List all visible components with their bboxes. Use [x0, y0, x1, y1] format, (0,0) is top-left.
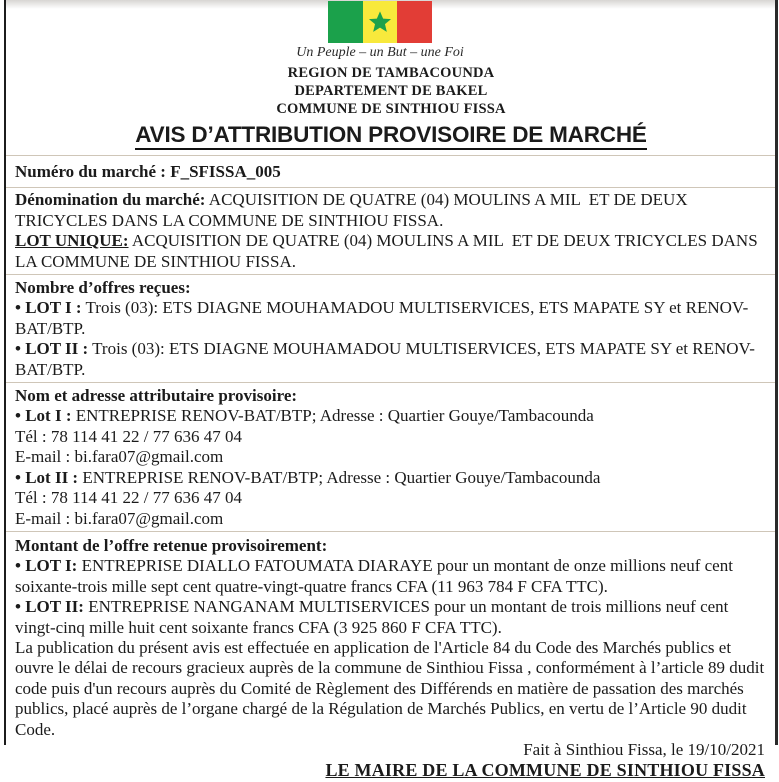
senegal-flag [328, 1, 432, 43]
attributaire-lot2-email: E-mail : bi.fara07@gmail.com [15, 508, 224, 528]
lot-unique-paragraph [15, 231, 767, 272]
section-attributaire [6, 383, 775, 532]
document-page [4, 0, 778, 781]
montant-lot2-text: ENTREPRISE NANGANAM MULTISERVICES pour un montant de trois millions neuf cent vingt-cinq mille huit cent soixante francs CFA (3 925 860 F CFA TTC). [15, 597, 733, 637]
national-motto: Un Peuple – un But – une Foi [296, 45, 464, 60]
offres-lot2 [15, 339, 767, 380]
denomination-label: Dénomination du marché: [15, 190, 206, 210]
attributaire-lot1 [15, 406, 767, 426]
montant-lot1-label: • LOT I: [15, 556, 78, 576]
section-denomination [6, 188, 775, 275]
offres-heading: Nombre d’offres reçues: [15, 278, 191, 298]
montant-lot1-text: ENTREPRISE DIALLO FATOUMATA DIARAYE pour un montant de onze millions neuf cent soixante-trois mille sept cent quatre-vingt-quatre francs CFA (11 963 784 F CFA TTC). [15, 556, 738, 596]
offres-lot1 [15, 298, 767, 339]
attributaire-lot2-tel: Tél : 78 114 41 22 / 77 636 47 04 [15, 488, 242, 508]
page-title: AVIS D’ATTRIBUTION PROVISOIRE DE MARCHÉ [135, 123, 646, 150]
montant-lot2 [15, 597, 767, 638]
attributaire-lot1-email: E-mail : bi.fara07@gmail.com [15, 447, 224, 467]
denomination-paragraph [15, 190, 767, 231]
montant-heading: Montant de l’offre retenue provisoirement: [15, 535, 328, 555]
lot-unique-text: ACQUISITION DE QUATRE (04) MOULINS A MIL ET DE DEUX TRICYCLES DANS LA COMMUNE DE SINTHIOU FISSA. [15, 231, 762, 271]
signer-line: LE MAIRE DE LA COMMUNE DE SINTHIOU FISSA [325, 760, 765, 781]
attributaire-lot2 [15, 468, 767, 488]
section-numero [6, 156, 775, 188]
market-number: Numéro du marché : F_SFISSA_005 [15, 162, 281, 181]
region-line: REGION DE TAMBACOUNDA [287, 65, 495, 81]
offres-lot1-text: Trois (03): ETS DIAGNE MOUHAMADOU MULTISERVICES, ETS MAPATE SY et RENOV-BAT/BTP. [15, 298, 749, 338]
commune-line: COMMUNE DE SINTHIOU FISSA [276, 101, 506, 117]
date-line: Fait à Sinthiou Fissa, le 19/10/2021 [523, 739, 765, 759]
attributaire-lot2-label: • Lot II : [15, 467, 79, 487]
offres-lot1-label: • LOT I : [15, 298, 82, 318]
offres-lot2-text: Trois (03): ETS DIAGNE MOUHAMADOU MULTISERVICES, ETS MAPATE SY et RENOV-BAT/BTP. [15, 339, 755, 379]
attributaire-heading: Nom et adresse attributaire provisoire: [15, 386, 298, 406]
montant-lot1 [15, 556, 767, 597]
publication-paragraph: La publication du présent avis est effectuée en application de l'Article 84 du Code des Marchés publics et ouvre le délai de recours gracieux auprès de la commune de Sinthiou Fissa , conformément à l’article 89 dudit code puis d'un recours auprès du Comité de Règlement des Différends en matière de passation des marchés publics, placé auprès de l’organe chargé de la Régulation de Marchés Publics, en vertu de l’Article 90 dudit Code. [15, 637, 769, 739]
document-header [6, 0, 775, 156]
attributaire-lot2-text: ENTREPRISE RENOV-BAT/BTP; Adresse : Quartier Gouye/Tambacounda [78, 467, 601, 487]
flag-green-stripe [328, 1, 363, 43]
flag-red-stripe [397, 1, 432, 43]
department-line: DEPARTEMENT DE BAKEL [294, 83, 488, 99]
lot-unique-label: LOT UNIQUE: [15, 231, 129, 251]
denomination-text: ACQUISITION DE QUATRE (04) MOULINS A MIL ET DE DEUX TRICYCLES DANS LA COMMUNE DE SINTHIOU FISSA. [15, 190, 692, 230]
attributaire-lot1-text: ENTREPRISE RENOV-BAT/BTP; Adresse : Quartier Gouye/Tambacounda [71, 406, 594, 426]
section-montant [6, 532, 775, 782]
flag-star-icon [367, 9, 393, 35]
section-offres [6, 275, 775, 383]
attributaire-lot1-tel: Tél : 78 114 41 22 / 77 636 47 04 [15, 426, 242, 446]
montant-lot2-label: • LOT II: [15, 597, 84, 617]
attributaire-lot1-label: • Lot I : [15, 406, 72, 426]
offres-lot2-label: • LOT II : [15, 339, 89, 359]
